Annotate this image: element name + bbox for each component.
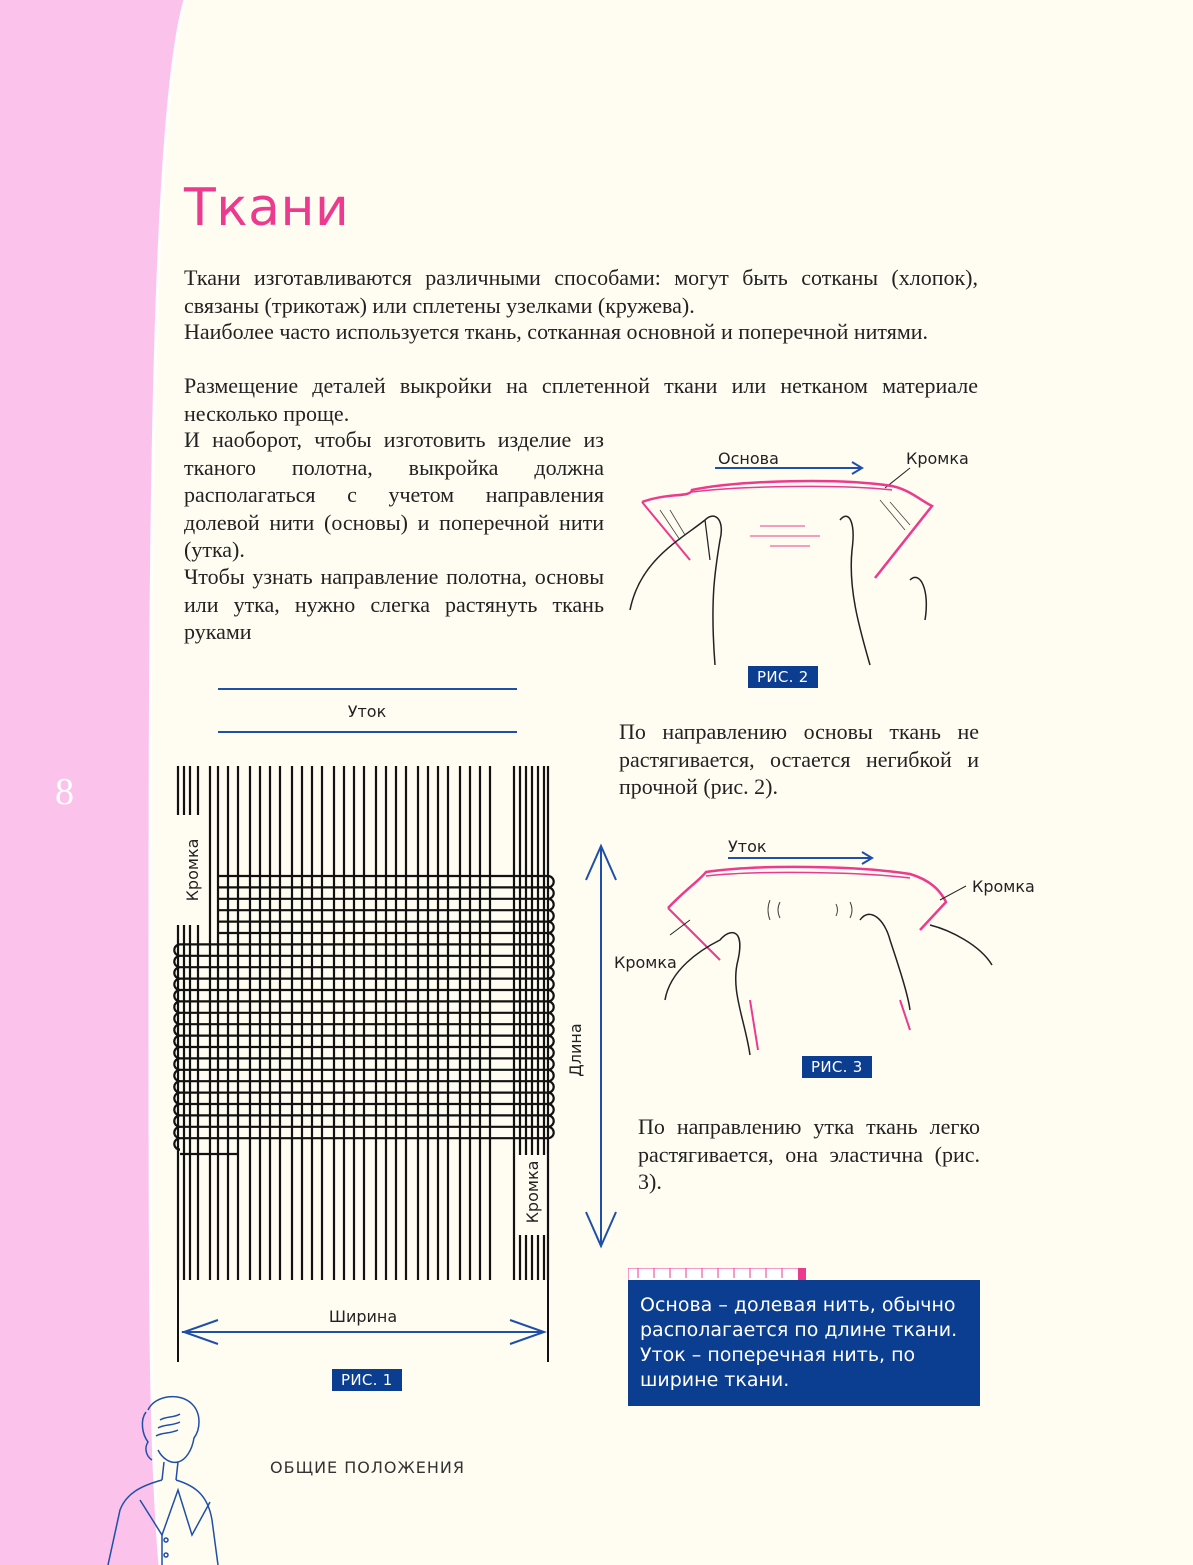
- figure-3-illustration: [610, 830, 1050, 1060]
- figure-1-weave-diagram: [160, 680, 620, 1380]
- paragraph-1: Ткани изготавливаются различными способами: могут быть сотканы (хлопок), связаны (трикотаж) или сплетены узелками (кружева).: [184, 265, 978, 318]
- selvage-right-label: Кромка: [972, 877, 1035, 896]
- selvage-left-label: Кромка: [614, 953, 677, 972]
- footer-section-title: ОБЩИЕ ПОЛОЖЕНИЯ: [270, 1458, 465, 1477]
- note-line-2: Уток – поперечная нить, по ширине ткани.: [640, 1344, 916, 1391]
- weft-label: Уток: [728, 837, 767, 856]
- page-title: Ткани: [184, 178, 350, 238]
- woman-illustration: [100, 1390, 230, 1565]
- length-label: Длина: [566, 1023, 585, 1077]
- page-number: 8: [55, 771, 74, 813]
- weft-label: Уток: [347, 702, 387, 721]
- note-box: [628, 1280, 980, 1406]
- paragraph-7: По направлению утка ткань легко растягивается, она эластична (рис. 3).: [638, 1114, 980, 1194]
- note-line-1: Основа – долевая нить, обычно располагается по длине ткани.: [640, 1294, 958, 1341]
- paragraph-4: И наоборот, чтобы изготовить изделие из тканого полотна, выкройка должна располагаться с учетом направления долевой нити (основы) и поперечной нити (утка).: [184, 427, 604, 562]
- figure-3-caption: РИС. 3: [802, 1056, 872, 1078]
- selvage-right-label: Кромка: [523, 1160, 542, 1224]
- paragraph-6: По направлению основы ткань не растягивается, остается негибкой и прочной (рис. 2).: [619, 719, 979, 799]
- width-label: Ширина: [328, 1307, 398, 1326]
- paragraph-2: Наиболее часто используется ткань, сотканная основной и поперечной нитями.: [184, 319, 929, 344]
- figure-1-caption: РИС. 1: [332, 1369, 402, 1391]
- figure-2-caption: РИС. 2: [748, 666, 818, 688]
- warp-label: Основа: [718, 449, 779, 468]
- selvage-label: Кромка: [906, 449, 969, 468]
- figure-2-illustration: [620, 440, 1000, 670]
- paragraph-5: Чтобы узнать направление полотна, основы или утка, нужно слегка растянуть ткань руками: [184, 564, 604, 644]
- paragraph-3: Размещение деталей выкройки на сплетенной ткани или нетканом материале несколько проще.: [184, 373, 978, 426]
- selvage-left-label: Кромка: [183, 838, 202, 902]
